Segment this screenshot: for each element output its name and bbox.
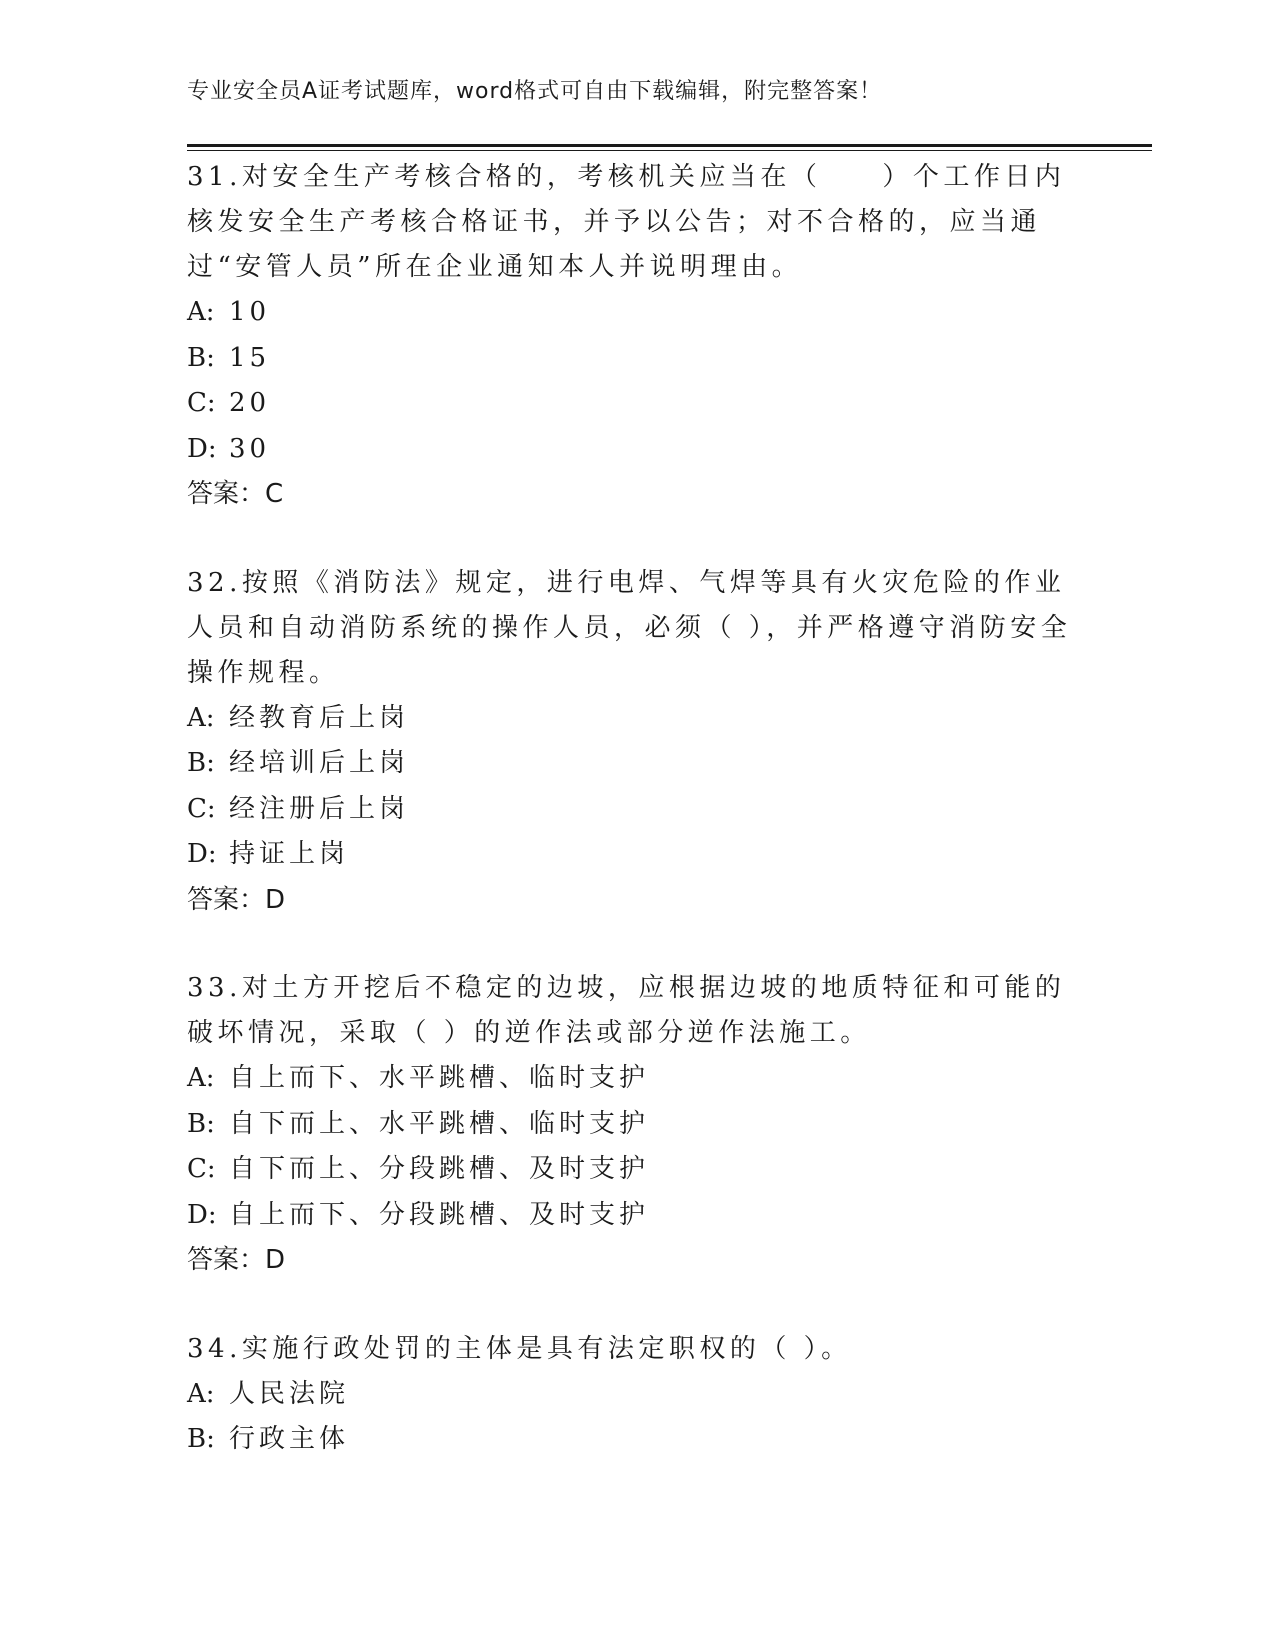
question-stem: 33.对土方开挖后不稳定的边坡，应根据边坡的地质特征和可能的破坏情况，采取（ ）的逆作法或部分逆作法施工。 (187, 973, 1066, 1048)
answer-line: 答案：D (187, 1245, 286, 1275)
header-rule-thick (187, 144, 1152, 147)
question-33 (187, 966, 1087, 1284)
question-32 (187, 561, 1087, 924)
option-c (187, 787, 1087, 833)
option-text: 10 (229, 297, 271, 327)
option-text: 自上而下、水平跳槽、临时支护 (229, 1063, 650, 1093)
option-label: D: (187, 433, 217, 464)
option-c (187, 1147, 1087, 1193)
option-label: B: (187, 748, 215, 778)
option-label: C: (187, 793, 216, 824)
option-text: 30 (229, 433, 271, 464)
option-text: 经教育后上岗 (229, 702, 410, 733)
option-label: A: (187, 1378, 215, 1409)
option-text: 持证上岗 (229, 839, 350, 869)
page-header: 专业安全员A证考试题库，word格式可自由下载编辑，附完整答案！ (187, 79, 883, 104)
option-d (187, 427, 1087, 473)
question-31 (187, 155, 1087, 518)
option-label: A: (187, 297, 215, 327)
question-list (187, 155, 1087, 1506)
option-label: B: (187, 342, 215, 373)
option-text: 自下而上、分段跳槽、及时支护 (229, 1154, 650, 1184)
option-a (187, 1372, 1087, 1418)
option-label: D: (187, 1199, 217, 1230)
option-text: 行政主体 (229, 1424, 350, 1454)
option-b (187, 1102, 1087, 1148)
option-b (187, 1417, 1087, 1463)
option-c (187, 381, 1087, 427)
option-a (187, 290, 1087, 336)
option-text: 经培训后上岗 (229, 748, 410, 778)
header-rule-thin (187, 150, 1152, 151)
option-label: A: (187, 1063, 215, 1093)
option-label: B: (187, 1108, 215, 1139)
option-text: 经注册后上岗 (229, 793, 410, 824)
option-b (187, 336, 1087, 382)
answer-line: 答案：D (187, 884, 286, 915)
option-label: C: (187, 1154, 216, 1184)
option-text: 15 (229, 342, 271, 373)
option-label: B: (187, 1424, 215, 1454)
option-label: A: (187, 702, 215, 733)
option-a (187, 1056, 1087, 1102)
option-a (187, 696, 1087, 742)
answer-line: 答案：C (187, 479, 284, 509)
option-label: C: (187, 388, 216, 418)
question-34 (187, 1327, 1087, 1463)
option-text: 20 (229, 388, 271, 418)
option-text: 人民法院 (229, 1378, 350, 1409)
option-b (187, 741, 1087, 787)
option-label: D: (187, 839, 217, 869)
option-d (187, 832, 1087, 878)
option-text: 自下而上、水平跳槽、临时支护 (229, 1108, 650, 1139)
question-stem: 32.按照《消防法》规定，进行电焊、气焊等具有火灾危险的作业人员和自动消防系统的操作人员，必须（ ），并严格遵守消防安全操作规程。 (187, 567, 1072, 688)
option-d (187, 1193, 1087, 1239)
question-stem: 34.实施行政处罚的主体是具有法定职权的（ ）。 (187, 1333, 852, 1364)
option-text: 自上而下、分段跳槽、及时支护 (229, 1199, 650, 1230)
question-stem: 31.对安全生产考核合格的，考核机关应当在（ ）个工作日内核发安全生产考核合格证书，并予以公告；对不合格的，应当通过“安管人员”所在企业通知本人并说明理由。 (187, 162, 1066, 282)
